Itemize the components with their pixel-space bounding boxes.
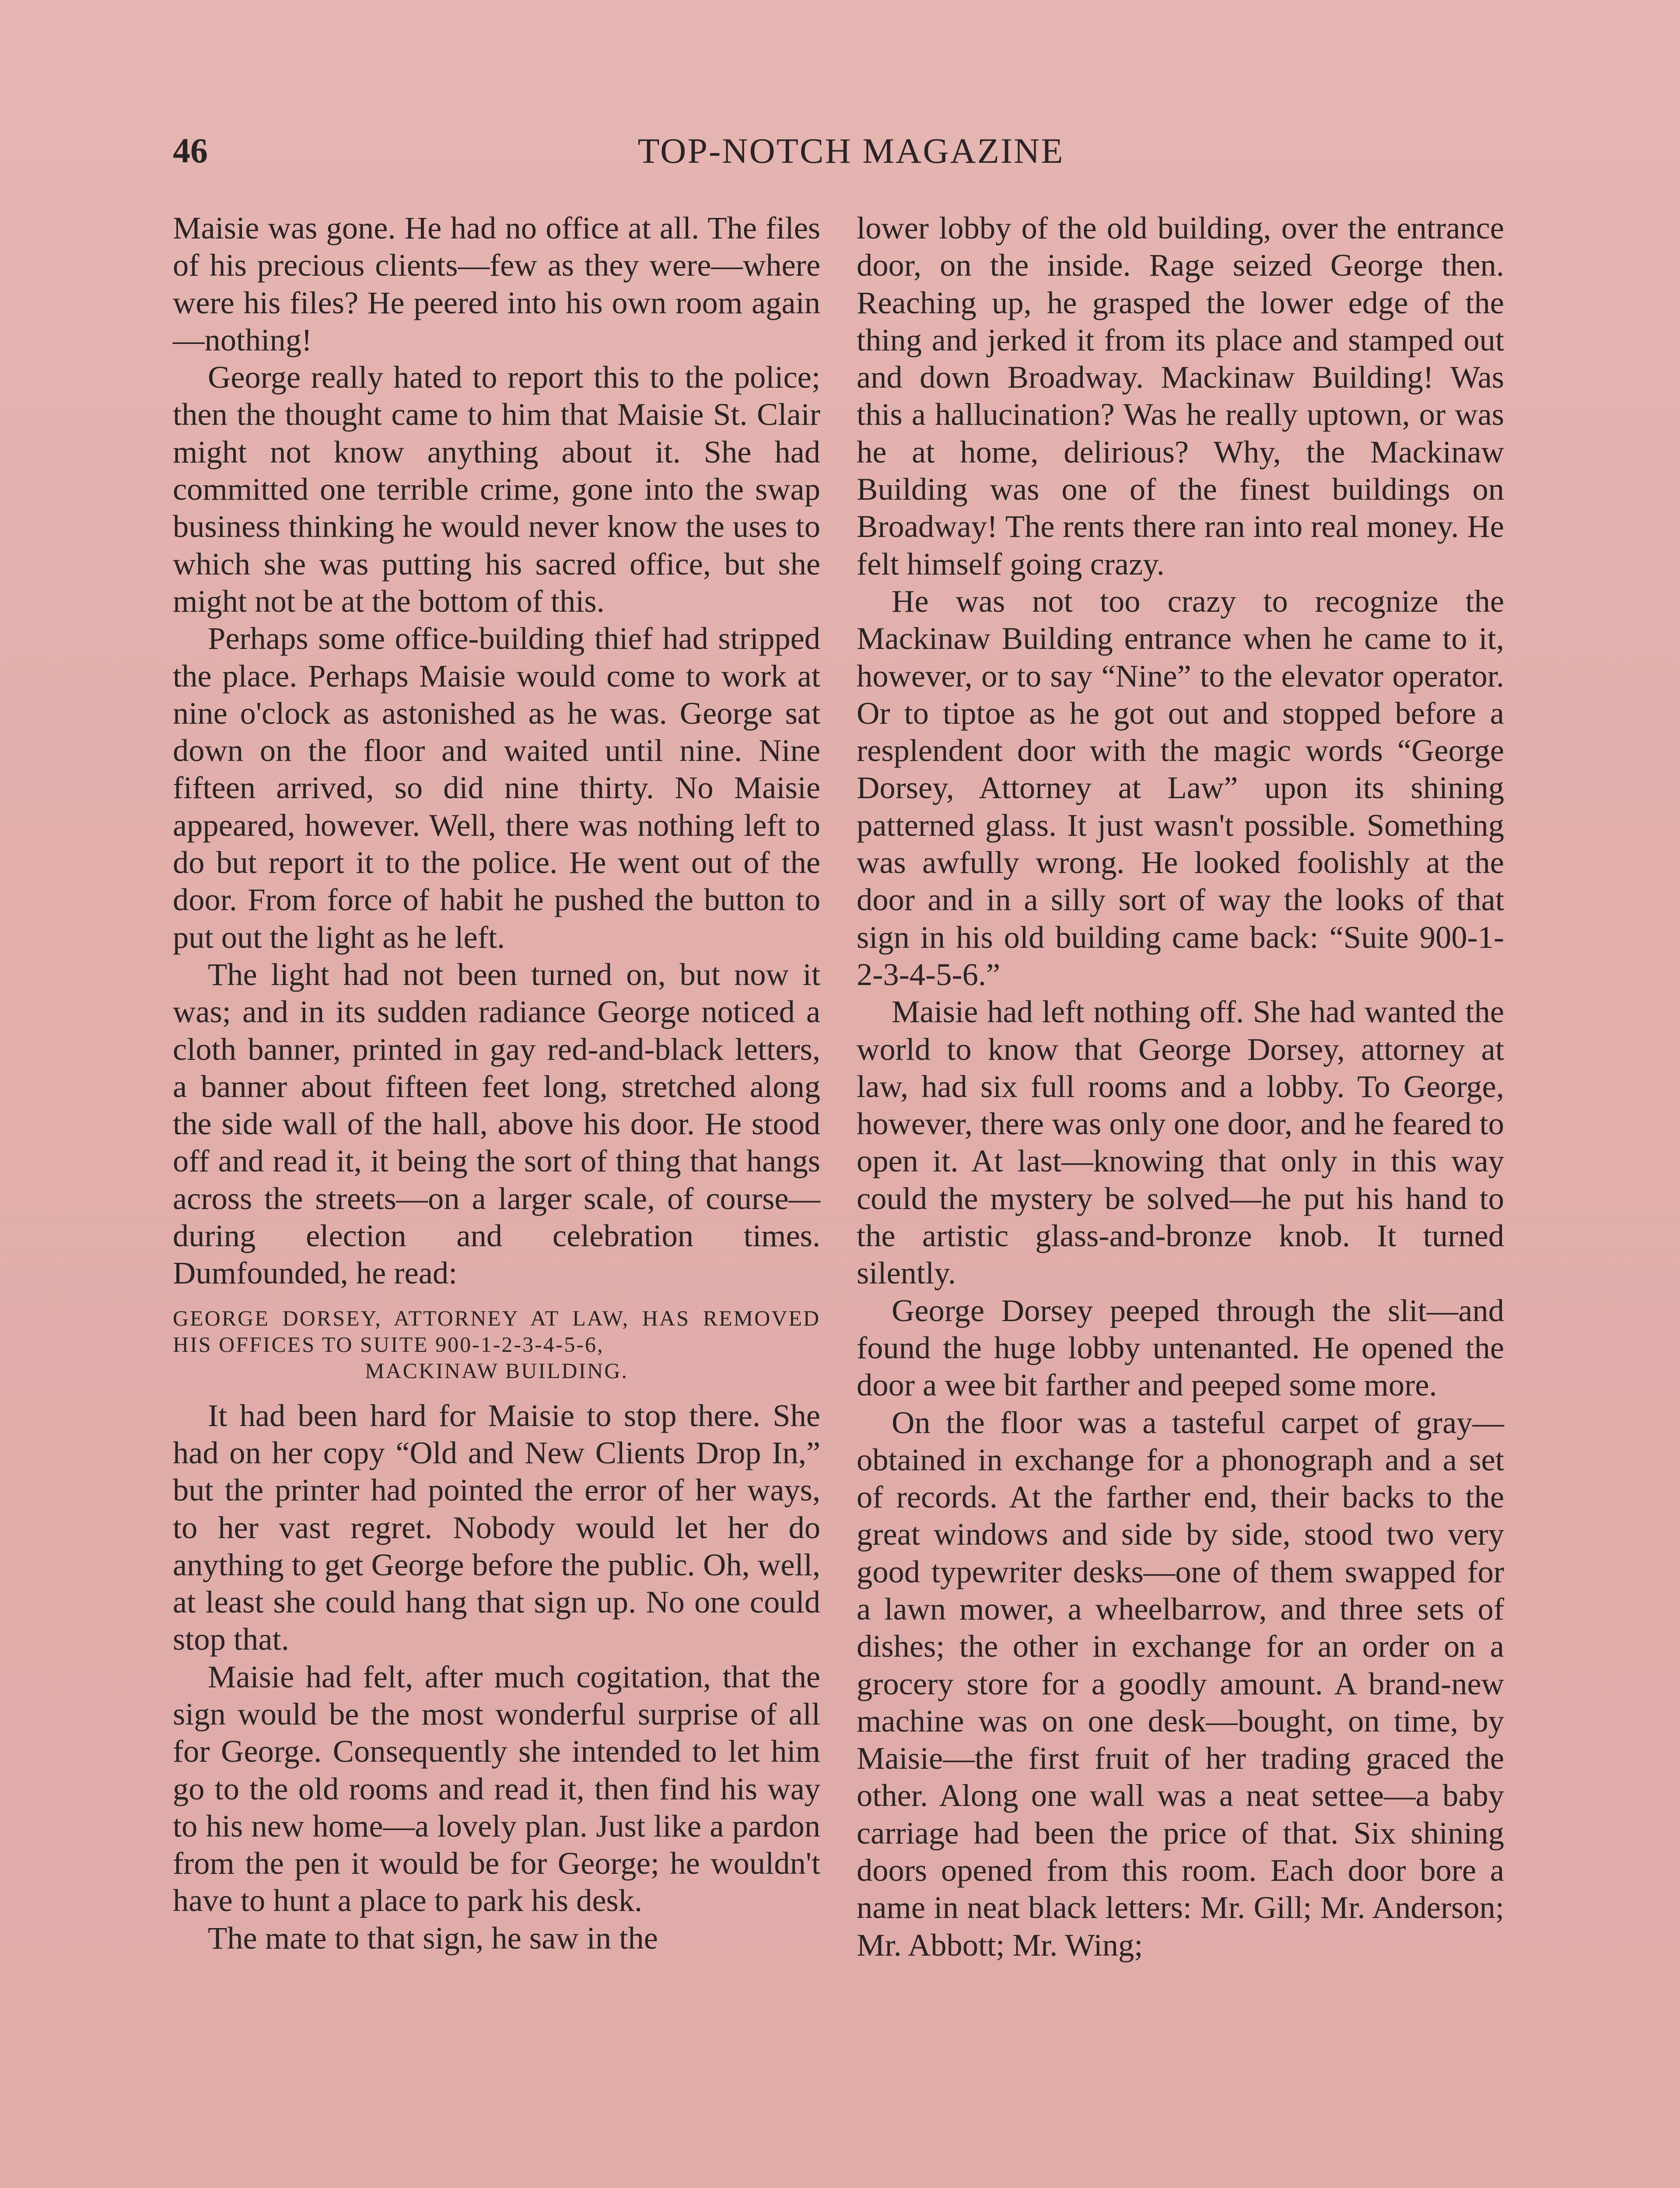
page-header <box>173 125 1529 177</box>
banner-notice <box>173 1305 820 1384</box>
paragraph: George Dorsey peeped through the slit—and found the huge lobby untenanted. He opened the door a wee bit farther and peeped some more. <box>857 1292 1504 1403</box>
notice-line: GEORGE DORSEY, ATTORNEY AT LAW, HAS REMOVED HIS OFFICES TO SUITE 900-1-2-3-4-5-6, <box>173 1305 820 1357</box>
left-column <box>173 209 820 1957</box>
paragraph: He was not too crazy to recognize the Mackinaw Building entrance when he came to it, however, or to say “Nine” to the elevator operator. Or to tiptoe as he got out and stopped before a resplendent door with the magic words “George Dorsey, Attorney at Law” upon its shining patterned glass. It just wasn't possible. Something was awfully wrong. He looked foolishly at the door and in a silly sort of way the looks of that sign in his old building came back: “Suite 900-1-2-3-4-5-6.” <box>857 583 1504 992</box>
paragraph: The light had not been turned on, but now it was; and in its sudden radiance George noticed a cloth banner, printed in gay red-and-black letters, a banner about fifteen feet long, stretched along the side wall of the hall, above his door. He stood off and read it, it being the sort of thing that hangs across the streets—on a larger scale, of course—during election and celebration times. Dumfounded, he read: <box>173 956 820 1291</box>
paragraph: George really hated to report this to the police; then the thought came to him that Maisie St. Clair might not know anything about it. She had committed one terrible crime, gone into the swap business thinking he would never know the uses to which she was putting his sacred office, but she might not be at the bottom of this. <box>173 359 820 619</box>
paragraph: Maisie had left nothing off. She had wanted the world to know that George Dorsey, attorney at law, had six full rooms and a lobby. To George, however, there was only one door, and he feared to open it. At last—knowing that only in this way could the mystery be solved—he put his hand to the artistic glass-and-bronze knob. It turned silently. <box>857 994 1504 1291</box>
paragraph: The mate to that sign, he saw in the <box>208 1920 658 1956</box>
page-number: 46 <box>173 132 208 170</box>
paragraph: Perhaps some office-building thief had stripped the place. Perhaps Maisie would come to work at nine o'clock as astonished as he was. George sat down on the floor and waited until nine. Nine fifteen arrived, so did nine thirty. No Maisie appeared, however. Well, there was nothing left to do but report it to the police. He went out of the door. From force of habit he pushed the button to put out the light as he left. <box>173 621 820 955</box>
paragraph: It had been hard for Maisie to stop there. She had on her copy “Old and New Clients Drop In,” but the printer had pointed the error of her ways, to her vast regret. Nobody would let her do anything to get George before the public. Oh, well, at least she could hang that sign up. No one could stop that. <box>173 1397 820 1657</box>
running-title: TOP-NOTCH MAGAZINE <box>637 131 1064 171</box>
paragraph: Maisie was gone. He had no office at all. The files of his precious clients—few as they were—where were his files? He peered into his own room again—nothing! <box>173 210 820 358</box>
paragraph: lower lobby of the old building, over the entrance door, on the inside. Rage seized George then. Reaching up, he grasped the lower edge of the thing and jerked it from its place and stamped out and down Broadway. Mackinaw Building! Was this a hallucination? Was he really uptown, or was he at home, delirious? Why, the Mackinaw Building was one of the finest buildings on Broadway! The rents there ran into real money. He felt himself going crazy. <box>857 210 1504 582</box>
paragraph: On the floor was a tasteful carpet of gray—obtained in exchange for a phonograph and a set of records. At the farther end, their backs to the great windows and side by side, stood two very good typewriter desks—one of them swapped for a lawn mower, a wheelbarrow, and three sets of dishes; the other in exchange for an order on a grocery store for a goodly amount. A brand-new machine was on one desk—bought, on time, by Maisie—the first fruit of her trading graced the other. Along one wall was a neat settee—a baby carriage had been the price of that. Six shining doors opened from this room. Each door bore a name in neat black letters: Mr. Gill; Mr. Anderson; Mr. Abbott; Mr. Wing; <box>857 1404 1504 1963</box>
paragraph: Maisie had felt, after much cogitation, that the sign would be the most wonderful surprise of all for George. Consequently she intended to let him go to the old rooms and read it, then find his way to his new home—a lovely plan. Just like a pardon from the pen it would be for George; he wouldn't have to hunt a place to park his desk. <box>173 1659 820 1918</box>
right-column <box>857 209 1504 1964</box>
notice-line-centered: MACKINAW BUILDING. <box>365 1358 628 1383</box>
